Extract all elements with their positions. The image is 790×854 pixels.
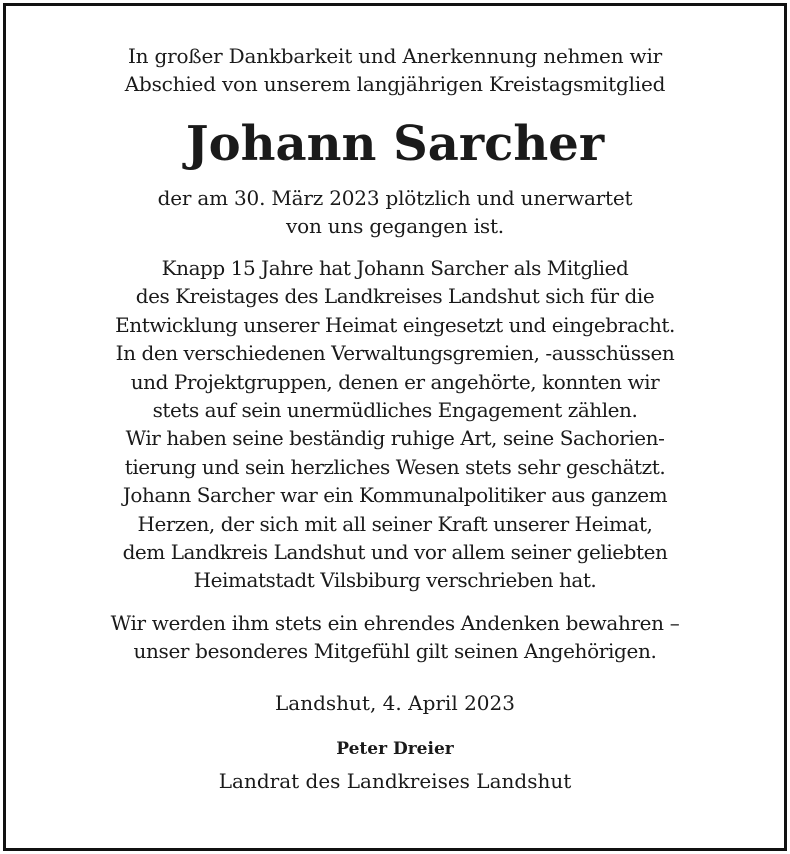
- passing-line: von uns gegangen ist.: [286, 214, 504, 238]
- signer-name: Peter Dreier: [336, 738, 454, 759]
- tribute-line: In den verschiedenen Verwaltungsgremien, -ausschüssen: [115, 341, 675, 366]
- tribute-text: [6, 254, 784, 595]
- tribute-line: Herzen, der sich mit all seiner Kraft unserer Heimat,: [137, 511, 653, 536]
- tribute-line: dem Landkreis Landshut und vor allem seiner geliebten: [122, 540, 668, 565]
- obituary-notice: [3, 3, 787, 851]
- closing-text: [6, 609, 784, 665]
- place-and-date: Landshut, 4. April 2023: [275, 690, 515, 715]
- intro-text: [6, 42, 784, 98]
- deceased-name: Johann Sarcher: [185, 116, 605, 172]
- tribute-line: Heimatstadt Vilsbiburg verschrieben hat.: [193, 568, 597, 593]
- tribute-line: Entwicklung unserer Heimat eingesetzt und eingebracht.: [115, 312, 675, 337]
- signer-title: Landrat des Landkreises Landshut: [218, 768, 572, 793]
- passing-line: der am 30. März 2023 plötzlich und unerwartet: [157, 186, 633, 210]
- closing-line: Wir werden ihm stets ein ehrendes Andenken bewahren –: [110, 610, 680, 635]
- tribute-line: tierung und sein herzliches Wesen stets sehr geschätzt.: [124, 454, 666, 479]
- intro-line: Abschied von unserem langjährigen Kreistagsmitglied: [124, 72, 666, 96]
- tribute-line: Knapp 15 Jahre hat Johann Sarcher als Mitglied: [161, 256, 629, 280]
- tribute-line: des Kreistages des Landkreises Landshut sich für die: [135, 284, 655, 309]
- passing-text: [6, 184, 784, 240]
- intro-line: In großer Dankbarkeit und Anerkennung nehmen wir: [127, 44, 663, 68]
- tribute-line: und Projektgruppen, denen er angehörte, konnten wir: [130, 369, 660, 394]
- tribute-line: stets auf sein unermüdliches Engagement zählen.: [152, 398, 638, 423]
- tribute-line: Wir haben seine beständig ruhige Art, seine Sachorien-: [125, 426, 665, 451]
- tribute-line: Johann Sarcher war ein Kommunalpolitiker aus ganzem: [122, 483, 668, 508]
- closing-line: unser besonderes Mitgefühl gilt seinen Angehörigen.: [133, 638, 657, 663]
